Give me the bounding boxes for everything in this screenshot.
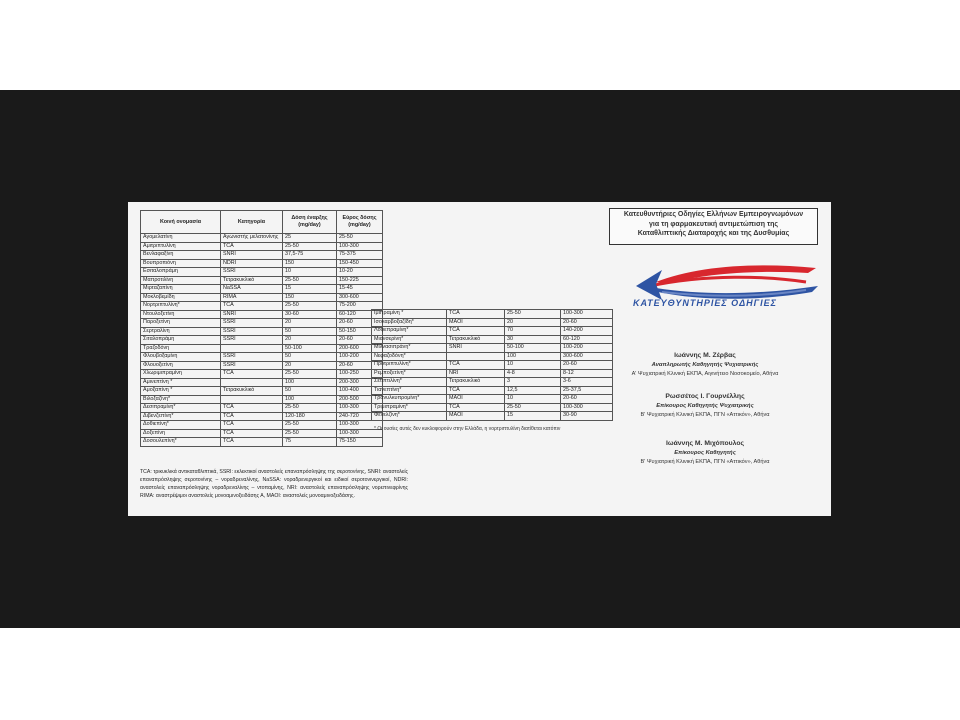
table-cell: 100-250 (337, 370, 383, 379)
table-cell: TCA (447, 310, 505, 319)
table-cell: 300-600 (337, 293, 383, 302)
table-cell: 4-8 (505, 369, 561, 378)
logo-wordmark: ΚΑΤΕΥΘΥΝΤΗΡΙΕΣ ΟΔΗΓΙΕΣ (633, 298, 777, 308)
table-cell: Νορτριπτυλίνη* (141, 302, 221, 311)
table-row (372, 335, 613, 344)
table-cell: Διβενζεπίνη* (141, 412, 221, 421)
table-cell: 100-300 (561, 403, 613, 412)
table-cell: NRI (447, 369, 505, 378)
table-cell: Βουπροπιόνη (141, 259, 221, 268)
table-cell: 15 (505, 412, 561, 421)
table-cell: Ντουλοξετίνη (141, 310, 221, 319)
author-name: Ρωσσέτος Ι. Γουρνέλλης (665, 393, 745, 400)
table-cell (221, 395, 283, 404)
table-cell: Τριμιπραμίνη* (372, 403, 447, 412)
slide-sheet (128, 202, 831, 516)
table-row (372, 403, 613, 412)
table-cell: 25-50 (283, 302, 337, 311)
table-cell: SNRI (221, 251, 283, 260)
table-cell: 50-100 (505, 344, 561, 353)
table-cell: 75-200 (337, 302, 383, 311)
table-cell: TCA (221, 404, 283, 413)
author-affiliation: Α' Ψυχιατρική Κλινική ΕΚΠΑ, Αιγινήτειο Νοσοκομείο, Αθήνα (631, 371, 779, 377)
table-cell: 150 (283, 293, 337, 302)
table-cell: 20-60 (561, 318, 613, 327)
table-cell: 60-120 (337, 310, 383, 319)
author-affiliation: Β' Ψυχιατρική Κλινική ΕΚΠΑ, ΠΓΝ «Αττικόν», Αθήνα (640, 459, 770, 465)
table-row (141, 353, 383, 362)
table-cell: 25 (283, 234, 337, 243)
table-cell: 200-500 (337, 395, 383, 404)
table-cell: 10 (283, 268, 337, 277)
author-block (605, 392, 805, 420)
table-cell: 25-50 (283, 276, 337, 285)
table-row (372, 378, 613, 387)
table-cell: 37,5-75 (283, 251, 337, 260)
table-row (141, 327, 383, 336)
table-cell: SNRI (221, 310, 283, 319)
table-cell: 240-720 (337, 412, 383, 421)
table-cell: Δοξεπίνη (141, 429, 221, 438)
table-row (141, 285, 383, 294)
table-cell: 20-60 (337, 336, 383, 345)
table-row (141, 370, 383, 379)
table-row (141, 344, 383, 353)
antidepressant-dose-table (140, 210, 383, 447)
table-cell: 100 (283, 395, 337, 404)
table-cell: 20 (505, 318, 561, 327)
table-cell: MAOI (447, 395, 505, 404)
table-cell: Αμινεπτίνη * (141, 378, 221, 387)
table-cell: 20-60 (561, 395, 613, 404)
table-cell: 30 (505, 335, 561, 344)
table-cell: MAOI (447, 412, 505, 421)
table-cell: 30-90 (561, 412, 613, 421)
table-cell: 20-60 (337, 319, 383, 328)
table-cell: TCA (221, 438, 283, 447)
table-cell: 50 (283, 353, 337, 362)
table-cell: 100-400 (337, 387, 383, 396)
table-cell: NaSSA (221, 285, 283, 294)
table-cell: SNRI (447, 344, 505, 353)
table-cell: TCA (221, 242, 283, 251)
table-cell: Αμοξαπίνη * (141, 387, 221, 396)
table-row (141, 421, 383, 430)
table-cell: 25-50 (283, 429, 337, 438)
table-cell: 200-600 (337, 344, 383, 353)
table-cell: Μαπροτιλίνη (141, 276, 221, 285)
table-cell: TCA (221, 429, 283, 438)
table-row (141, 242, 383, 251)
table-row (141, 251, 383, 260)
table-cell: Μοκλοβεμίδη (141, 293, 221, 302)
table-cell: Ρεμποξετίνη* (372, 369, 447, 378)
table-cell: Αγωνιστής μελατονίνης (221, 234, 283, 243)
table-row (141, 378, 383, 387)
table-row (141, 302, 383, 311)
antidepressant-dose-table-continued (371, 309, 613, 421)
table-cell: 140-200 (561, 327, 613, 336)
table-cell: Προτριπτυλίνη* (372, 361, 447, 370)
table-row (141, 293, 383, 302)
table-cell: Τετρακυκλικό (221, 387, 283, 396)
table-cell: 25-50 (505, 310, 561, 319)
table-row (372, 327, 613, 336)
table-cell: TCA (221, 370, 283, 379)
table-cell: 150 (283, 259, 337, 268)
table-cell: NDRI (221, 259, 283, 268)
table-cell (221, 344, 283, 353)
table-cell: Βιλοξαζίνη* (141, 395, 221, 404)
author-block (605, 439, 805, 467)
table-cell: 25-37,5 (561, 386, 613, 395)
table-cell: Φλουβοξαμίνη (141, 353, 221, 362)
table-cell: 150-225 (337, 276, 383, 285)
table-cell: TCA (447, 403, 505, 412)
table-cell: Εσιταλοπράμη (141, 268, 221, 277)
table-cell: 3-6 (561, 378, 613, 387)
table-cell: Μιλνασιπράνη* (372, 344, 447, 353)
table-cell: Φενελζίνη* (372, 412, 447, 421)
table-cell: Τετρακυκλικό (447, 335, 505, 344)
table-cell: 25-50 (283, 242, 337, 251)
author-name: Ιωάννης Μ. Μιχόπουλος (665, 440, 745, 447)
table-cell: 100-300 (337, 429, 383, 438)
table-cell: TCA (221, 302, 283, 311)
table-cell: 50 (283, 327, 337, 336)
author-title: Επίκουρος Καθηγητής Ψυχιατρικής (656, 403, 754, 409)
table-header-row (141, 211, 383, 234)
table-cell: Σετιπτιλίνη* (372, 378, 447, 387)
table-row (141, 387, 383, 396)
table-cell: 100-300 (337, 242, 383, 251)
table-cell: 8-12 (561, 369, 613, 378)
table-row (141, 336, 383, 345)
table-cell: 100 (283, 378, 337, 387)
title-line: Κατευθυντήριες Οδηγίες Ελλήνων Εμπειρογνωμόνων (623, 211, 804, 218)
table-row (372, 412, 613, 421)
table-cell: 100-200 (337, 353, 383, 362)
table-row (372, 318, 613, 327)
table-cell: 10 (505, 361, 561, 370)
table-cell: 15-45 (337, 285, 383, 294)
table-cell: 50 (283, 387, 337, 396)
author-title: Αναπληρωτής Καθηγητής Ψυχιατρικής (651, 362, 759, 368)
table-cell: 20-60 (561, 361, 613, 370)
table-cell: 25-50 (283, 370, 337, 379)
table-cell: 10 (505, 395, 561, 404)
table-cell: TCA (221, 421, 283, 430)
table-cell: 300-600 (561, 352, 613, 361)
table-cell: 100-300 (337, 421, 383, 430)
table-cell: 12,5 (505, 386, 561, 395)
table-cell: 75-375 (337, 251, 383, 260)
table-cell: Ιμιπραμίνη * (372, 310, 447, 319)
table-cell: 150-450 (337, 259, 383, 268)
table-cell: Μιρταζαπίνη (141, 285, 221, 294)
table-cell: 10-20 (337, 268, 383, 277)
table-cell: 100-300 (561, 310, 613, 319)
table-cell: TCA (447, 327, 505, 336)
guideline-title-box (609, 208, 818, 245)
table-footnote: * Οι ουσίες αυτές δεν κυκλοφορούν στην Ελλάδα, η νορτριπτυλίνη διατίθεται κατόπιν (374, 426, 561, 432)
table-cell: Τραζοδόνη (141, 344, 221, 353)
table-cell: 20 (283, 336, 337, 345)
table-cell: Τετρακυκλικό (447, 378, 505, 387)
table-cell (447, 352, 505, 361)
table-cell: Ισοκαρβοξαζίδη* (372, 318, 447, 327)
table-cell: 30-60 (283, 310, 337, 319)
table-cell: Σερτραλίνη (141, 327, 221, 336)
table-cell: 60-120 (561, 335, 613, 344)
table-cell: Δοθιεπίνη* (141, 421, 221, 430)
table-row (141, 276, 383, 285)
table-cell: Φλουοξετίνη (141, 361, 221, 370)
table-cell (221, 378, 283, 387)
column-header: Κοινή ονομασία (141, 211, 221, 234)
table-body (141, 234, 383, 447)
column-header: Δόση έναρξης (mg/day) (283, 211, 337, 234)
table-cell: 20-60 (337, 361, 383, 370)
title-line: για τη φαρμακευτική αντιμετώπιση της (648, 220, 779, 228)
title-line: Καταθλιπτικής Διαταραχής και της Δυσθυμίας (637, 230, 790, 237)
table-row (141, 429, 383, 438)
table-row (141, 268, 383, 277)
table-cell: 20 (283, 361, 337, 370)
table-cell: Νεφαζοδόνη* (372, 352, 447, 361)
table-cell: SSRI (221, 353, 283, 362)
table-cell: Τιανεπτίνη* (372, 386, 447, 395)
table-cell: SSRI (221, 327, 283, 336)
table-cell: 200-300 (337, 378, 383, 387)
table-body (372, 310, 613, 421)
table-row (372, 310, 613, 319)
author-block (605, 351, 805, 379)
table-cell: Χλωριμιπραμίνη (141, 370, 221, 379)
author-name: Ιωάννης Μ. Ζέρβας (674, 352, 736, 359)
column-header: Εύρος δόσης (mg/day) (337, 211, 383, 234)
table-cell: SSRI (221, 361, 283, 370)
table-cell: Αμιτριπτυλίνη (141, 242, 221, 251)
table-row (141, 395, 383, 404)
table-cell: 75 (283, 438, 337, 447)
table-cell: 100-200 (561, 344, 613, 353)
table-cell: Τρανυλκυπρομίνη* (372, 395, 447, 404)
table-cell: SSRI (221, 319, 283, 328)
table-cell: Τετρακυκλικό (221, 276, 283, 285)
table-cell: 25-50 (283, 404, 337, 413)
table-cell: TCA (221, 412, 283, 421)
table-row (141, 438, 383, 447)
table-cell: 70 (505, 327, 561, 336)
table-cell: SSRI (221, 336, 283, 345)
table-cell: 3 (505, 378, 561, 387)
table-row (141, 404, 383, 413)
table-cell: 15 (283, 285, 337, 294)
table-cell: TCA (447, 361, 505, 370)
table-cell: 120-180 (283, 412, 337, 421)
table-cell: 50-150 (337, 327, 383, 336)
table-cell: Μιανσερίνη* (372, 335, 447, 344)
table-row (141, 310, 383, 319)
table-cell: 25-50 (283, 421, 337, 430)
abbreviation-legend: TCA: τρικυκλικά αντικαταθλιπτικά, SSRI: εκλεκτικοί αναστολείς επαναπρόσληψης της σεροτονίνης, SNRI: αναστολείς επαναπρόσληψης σεροτονίνης – νοραδρεναλίνης, NaSSA: νοραδρενεργικοί και ειδικοί σεροτονινεργικοί, NDRI: αναστολείς επαναπρόσληψης νοραδρεναλίνης – ντοπαμίνης, NRI: αναστολείς επαναπρόσληψης νορεπινεφρίνης RIMA: αναστρέψιμοι αναστολείς μονοαμινοξειδάσης Α, MAOI: αναστολείς μονοαμινοξειδάσης. (140, 469, 408, 499)
table-cell: 75-150 (337, 438, 383, 447)
table-row (372, 395, 613, 404)
table-cell: SSRI (221, 268, 283, 277)
author-affiliation: Β' Ψυχιατρική Κλινική ΕΚΠΑ, ΠΓΝ «Αττικόν», Αθήνα (640, 412, 770, 418)
table-cell: Παροξετίνη (141, 319, 221, 328)
table-cell: Αγομελατίνη (141, 234, 221, 243)
table-row (141, 361, 383, 370)
table-cell: Δοσουλεπίνη* (141, 438, 221, 447)
table-row (372, 386, 613, 395)
table-cell: 25-50 (505, 403, 561, 412)
table-cell: 100 (505, 352, 561, 361)
table-row (372, 369, 613, 378)
table-cell: TCA (447, 386, 505, 395)
table-cell: Σιταλοπράμη (141, 336, 221, 345)
table-row (141, 234, 383, 243)
table-row (372, 352, 613, 361)
table-cell: RIMA (221, 293, 283, 302)
table-cell: Δεσιπραμίνη* (141, 404, 221, 413)
table-cell: MAOI (447, 318, 505, 327)
table-row (141, 319, 383, 328)
table-row (372, 344, 613, 353)
table-cell: 25-50 (337, 234, 383, 243)
table-cell: Λοφεπραμίνη* (372, 327, 447, 336)
table-cell: 50-100 (283, 344, 337, 353)
table-row (372, 361, 613, 370)
column-header: Κατηγορία (221, 211, 283, 234)
table-row (141, 412, 383, 421)
table-cell: 100-300 (337, 404, 383, 413)
table-cell: Βενλαφαξίνη (141, 251, 221, 260)
table-row (141, 259, 383, 268)
table-cell: 20 (283, 319, 337, 328)
author-title: Επίκουρος Καθηγητής (674, 450, 736, 456)
